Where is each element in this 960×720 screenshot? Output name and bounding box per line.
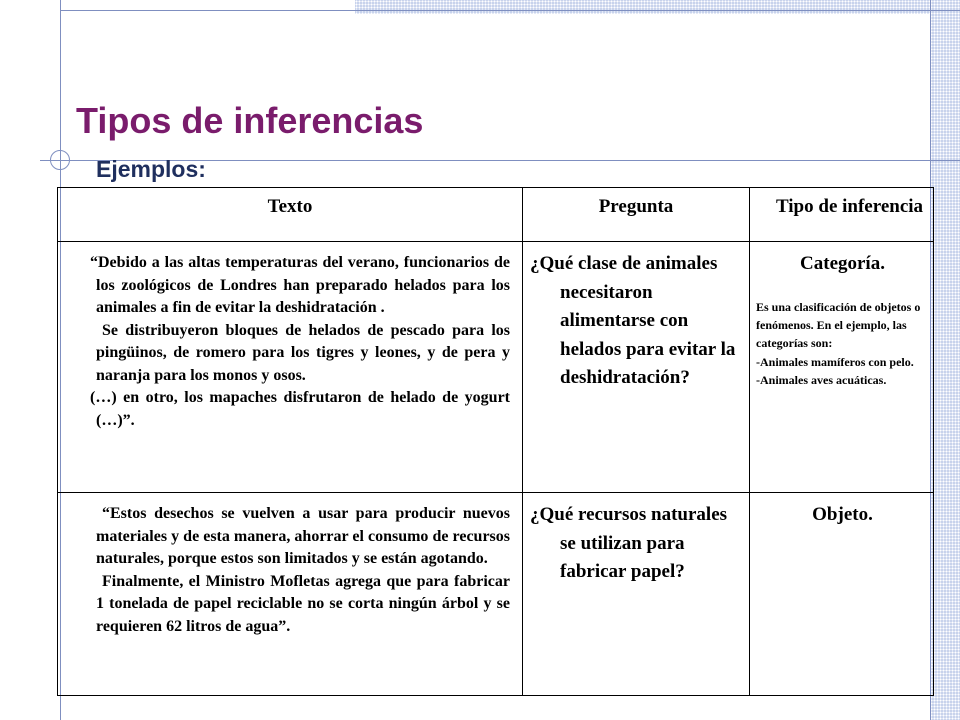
texto-paragraph: Finalmente, el Ministro Mofletas agrega que para fabricar 1 tonelada de papel reciclable no se corta ningún árbol y se requieren 62 litros de agua”. <box>96 572 510 635</box>
texto-cell <box>58 242 523 493</box>
pregunta-cell <box>523 493 750 696</box>
tipo-cell <box>750 242 934 493</box>
header-tipo-inferencia-label: Tipo de inferencia <box>775 196 924 217</box>
texto-paragraph: “Debido a las altas temperaturas del verano, funcionarios de los zoológicos de Londres han preparado helados para los animales a fin de evitar la deshidratación . <box>90 254 510 316</box>
decorative-band-top <box>355 0 960 14</box>
pregunta-cell <box>523 242 750 493</box>
slide-subtitle: Ejemplos: <box>96 156 206 182</box>
inference-examples-table <box>57 187 934 696</box>
tipo-cell <box>750 493 934 696</box>
pregunta-text: ¿Qué clase de animales necesitaron alimentarse con helados para evitar la deshidratación? <box>530 253 736 388</box>
tipo-label: Objeto. <box>812 504 873 525</box>
slide-title: Tipos de inferencias <box>76 100 424 141</box>
header-texto: Texto <box>58 188 523 242</box>
tipo-descripcion-line: -Animales mamíferos con pelo. <box>756 354 914 369</box>
texto-paragraph: Se distribuyeron bloques de helados de pescado para los pingüinos, de romero para los tigres y leones, y de pera y naranja para los monos y osos. <box>96 321 510 384</box>
decorative-circle <box>50 150 70 170</box>
table-row <box>58 242 934 493</box>
table-header-row <box>58 188 934 242</box>
texto-paragraph: “Estos desechos se vuelven a usar para producir nuevos materiales y de esta manera, ahorrar el consumo de recursos naturales, porque estos son limitados y se están agotando. <box>96 505 510 567</box>
header-pregunta: Pregunta <box>523 188 750 242</box>
texto-cell <box>58 493 523 696</box>
decorative-band-right <box>930 0 960 720</box>
texto-paragraph: (…) en otro, los mapaches disfrutaron de helado de yogurt (…)”. <box>90 389 510 429</box>
pregunta-text: ¿Qué recursos naturales se utilizan para fabricar papel? <box>530 504 728 582</box>
header-tipo-inferencia <box>750 188 934 242</box>
tipo-label: Categoría. <box>800 253 885 274</box>
tipo-descripcion <box>756 298 929 389</box>
decorative-line <box>60 10 960 11</box>
table-row <box>58 493 934 696</box>
tipo-descripcion-line: Es una clasificación de objetos o fenómenos. En el ejemplo, las categorías son: <box>756 300 921 351</box>
tipo-descripcion-line: -Animales aves acuáticas. <box>756 372 887 387</box>
